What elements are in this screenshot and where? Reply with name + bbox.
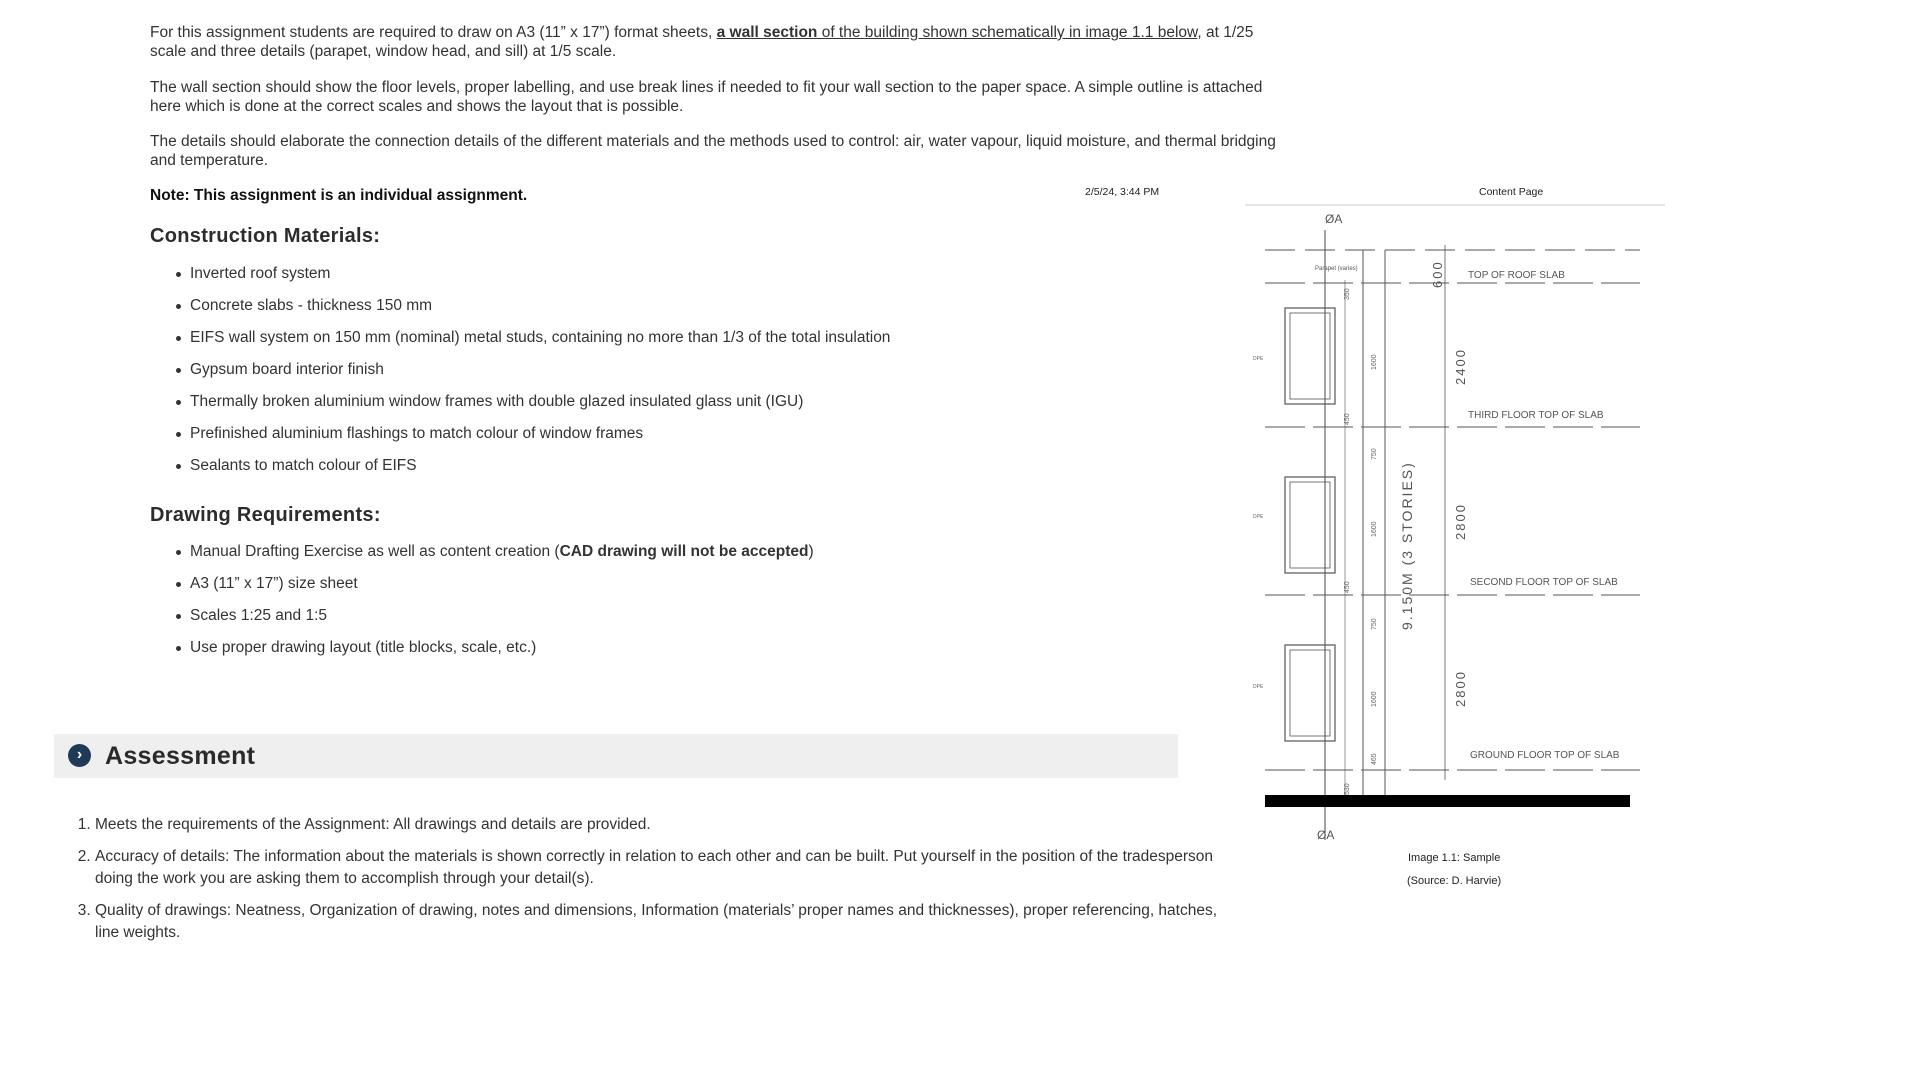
level-label: THIRD FLOOR TOP OF SLAB (1468, 410, 1604, 421)
cad-warning: CAD drawing will not be accepted (559, 543, 809, 560)
window-ground-floor-frame (1290, 650, 1330, 736)
window-dim: 1600 (1371, 521, 1378, 537)
list-item: EIFS wall system on 150 mm (nominal) metal studs, containing no more than 1/3 of the total insulation (190, 327, 890, 359)
window-third-floor-frame (1290, 313, 1330, 399)
list-item: 3. Quality of drawings: Neatness, Organization of drawing, notes and dimensions, Information (materials’ proper names and thicknesses), proper referencing, hatches, line weights. (95, 900, 1225, 944)
intro-paragraph-2: The wall section should show the floor levels, proper labelling, and use break lines if needed to fit your wall section to the paper space. A simple outline is attached here which is done at the correct scales and shows the layout that is possible. (150, 79, 1263, 115)
window-dim: 1600 (1371, 691, 1378, 707)
window-third-floor (1285, 308, 1335, 404)
chevron-right-icon[interactable]: › (68, 744, 91, 767)
window-dim: 1600 (1371, 354, 1378, 370)
intro-paragraph-3: The details should elaborate the connection details of the different materials and the methods used to control: air, water vapour, liquid moisture, and thermal bridging and temperature. (150, 133, 1276, 169)
drawing-heading: Drawing Requirements: (150, 504, 381, 526)
floor-dim: 2800 (1453, 503, 1468, 540)
floor-dim: 2800 (1453, 670, 1468, 707)
assessment-criteria-list (54, 814, 1225, 954)
figure-print-date: 2/5/24, 3:44 PM (1085, 186, 1160, 198)
list-item: 2. Accuracy of details: The information about the materials is shown correctly in relation to each other and can be built. Put yourself in the position of the tradesperson doing the work you are asking them to accomplish through your detail(s). (95, 846, 1225, 890)
image-reference-text: of the building shown schematically in image 1.1 below (817, 24, 1198, 41)
parapet-label: Parapet (varies) (1315, 266, 1358, 272)
list-item: Sealants to match colour of EIFS (190, 455, 890, 487)
materials-list (150, 263, 890, 487)
window-dim: 465 (1371, 753, 1378, 765)
list-item: Gypsum board interior finish (190, 359, 890, 391)
ground-line (1265, 795, 1630, 807)
figure-caption: Image 1.1: Sample (1408, 852, 1501, 864)
figure-source: (Source: D. Harvie) (1407, 875, 1502, 887)
list-item: Scales 1:25 and 1:5 (190, 605, 814, 637)
assessment-title: Assessment (105, 742, 256, 770)
window-dim: 750 (1371, 448, 1378, 460)
level-label: SECOND FLOOR TOP OF SLAB (1470, 577, 1618, 588)
assessment-section-header[interactable] (54, 734, 1178, 778)
window-dim: 350 (1344, 288, 1351, 300)
window-dim: 750 (1371, 618, 1378, 630)
intro-text: For this assignment students are required to draw on A3 (11” x 17”) format sheets, (150, 24, 717, 41)
list-item: Concrete slabs - thickness 150 mm (190, 295, 890, 327)
individual-note: Note: This assignment is an individual assignment. (150, 187, 528, 204)
list-item: Thermally broken aluminium window frames with double glazed insulated glass unit (IGU) (190, 391, 890, 423)
wall-section-sketch (1245, 180, 1665, 900)
window-dim: 450 (1344, 413, 1351, 425)
figure-page-title: Content Page (1479, 186, 1544, 198)
level-label: GROUND FLOOR TOP OF SLAB (1470, 750, 1620, 761)
window-tag: DPE (1253, 356, 1264, 362)
window-second-floor-frame (1290, 482, 1330, 568)
list-item: A3 (11” x 17”) size sheet (190, 573, 814, 605)
materials-heading: Construction Materials: (150, 225, 381, 247)
window-tag: DPE (1253, 684, 1264, 690)
list-item: Manual Drafting Exercise as well as content creation (CAD drawing will not be accepted) (190, 541, 814, 573)
window-second-floor (1285, 477, 1335, 573)
window-ground-floor (1285, 645, 1335, 741)
drawing-requirements-list (150, 541, 814, 669)
intro-text-end: , at 1/25 scale and three details (parapet, window head, and sill) at 1/5 scale. (150, 24, 1254, 60)
total-height-dim: 9.150M (3 STORIES) (1399, 461, 1415, 630)
list-item: Inverted roof system (190, 263, 890, 295)
window-dim: 530 (1344, 783, 1351, 795)
floor-dim: 600 (1430, 260, 1445, 288)
grid-marker-bottom: ØA (1317, 828, 1335, 842)
list-item: 1. Meets the requirements of the Assignment: All drawings and details are provided. (95, 814, 1225, 836)
grid-marker-top: ØA (1325, 212, 1343, 226)
list-item: Use proper drawing layout (title blocks, scale, etc.) (190, 637, 814, 669)
window-tag: DPE (1253, 514, 1264, 520)
wall-section-emphasis: a wall section (716, 24, 818, 41)
intro-paragraph-1 (150, 23, 1290, 61)
list-item: Prefinished aluminium flashings to match colour of window frames (190, 423, 890, 455)
window-dim: 450 (1344, 581, 1351, 593)
level-label: TOP OF ROOF SLAB (1468, 270, 1565, 281)
floor-dim: 2400 (1453, 348, 1468, 385)
